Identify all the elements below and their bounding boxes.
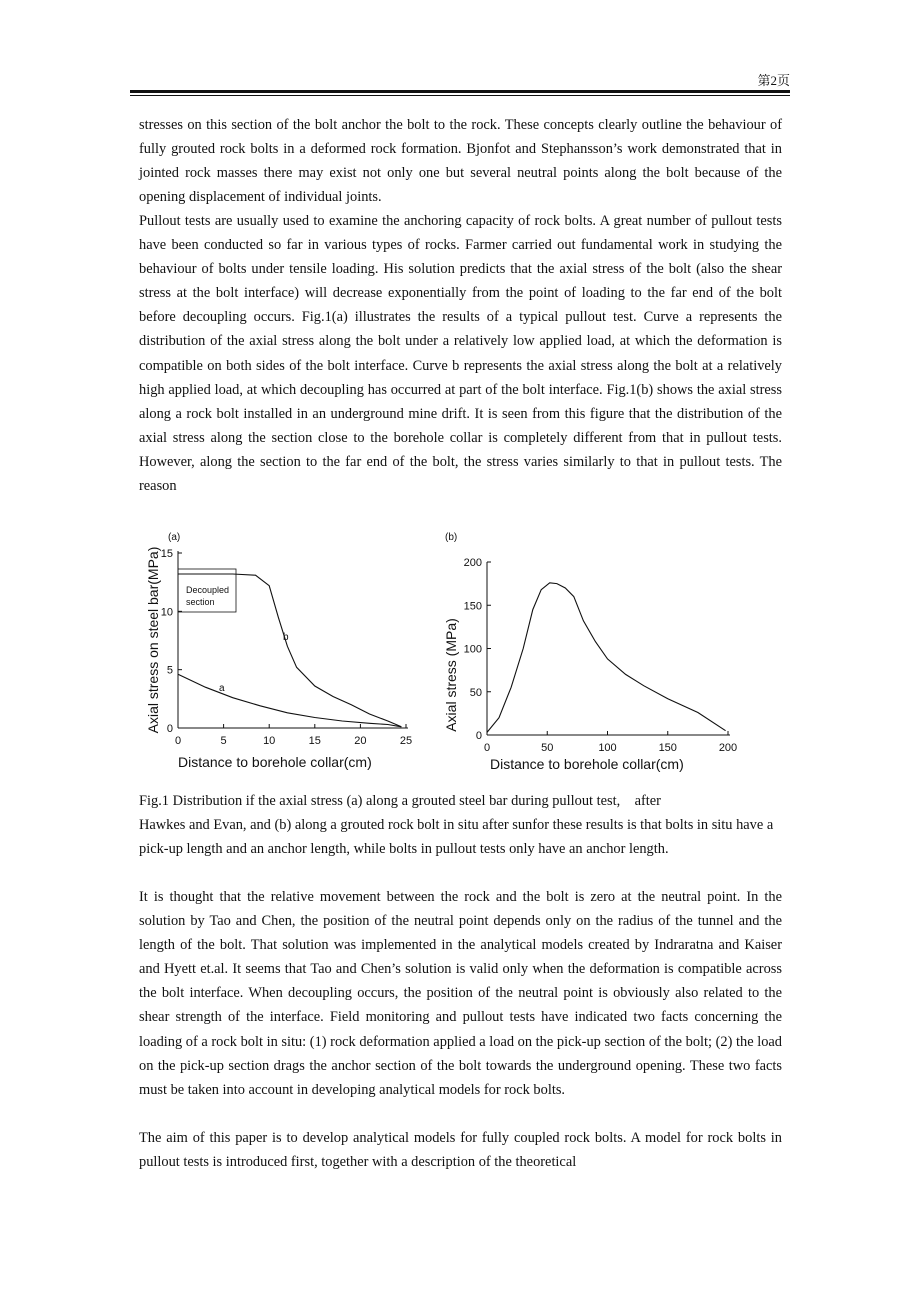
series-line-a xyxy=(178,674,401,727)
y-tick-label: 100 xyxy=(463,643,482,656)
x-tick-label: 25 xyxy=(399,735,413,747)
annotation-section: section xyxy=(186,597,215,607)
y-tick-label: 5 xyxy=(166,664,173,677)
y-axis-label-a: Axial stress on steel bar(MPa) xyxy=(145,546,161,734)
x-tick-label: 50 xyxy=(541,742,554,754)
paragraph-4: The aim of this paper is to develop analytical models for fully coupled rock bolts. A model for rock bolts in pullout tests is introduced first, together with a description of the theoretical xyxy=(139,1130,782,1171)
y-tick-label: 10 xyxy=(160,606,173,619)
x-tick-label: 20 xyxy=(354,735,367,747)
x-axis-label-a: Distance to borehole collar(cm) xyxy=(178,754,372,770)
figure-a xyxy=(138,525,438,780)
y-tick-label: 15 xyxy=(160,548,173,560)
figure-b xyxy=(440,525,750,780)
y-tick-label: 0 xyxy=(475,730,482,742)
paragraph-3: It is thought that the relative movement between the rock and the bolt is zero at the neutral point. In the solution by Tao and Chen, the position of the neutral point depends only on the radius of the tunnel and the length of the bolt. That solution was implemented in the analytical models created by Indraratna and Kaiser and Hyett et.al. It seems that Tao and Chen’s solution is valid only when the deformation is compatible across the bolt interface. When decoupling occurs, the position of the neutral point is obviously also related to the shear strength of the interface. Field monitoring and pullout tests have indicated two facts concerning the loading of a rock bolt in situ: (1) rock deformation applied a load on the pick-up section of the bolt; (2) the load on the pick-up section drags the anchor section of the bolt towards the underground opening. These two facts must be taken into account in developing analytical models for rock bolts. xyxy=(139,889,782,1098)
y-axis-label-b: Axial stress (MPa) xyxy=(443,618,459,732)
x-tick-label: 10 xyxy=(263,735,276,747)
y-tick-label: 150 xyxy=(463,600,482,613)
paragraph-1: stresses on this section of the bolt anchor the bolt to the rock. These concepts clearly outline the behaviour of fully grouted rock bolts in a deformed rock formation. Bjonfot and Stephansson’s work demonstrated that in jointed rock masses there may exist not only one but several neutral points along the bolt because of the opening displacement of individual joints. xyxy=(139,117,782,206)
curve-label-b: b xyxy=(283,632,289,643)
curve-label-a: a xyxy=(219,683,225,694)
panel-label-b: (b) xyxy=(445,532,458,543)
series-line xyxy=(487,583,726,733)
page-number: 第2页 xyxy=(757,73,790,88)
x-tick-label: 200 xyxy=(718,742,738,754)
caption-rest: Hawkes and Evan, and (b) along a grouted rock bolt in situ after sunfor these results is that bolts in situ have a pick-up length and an anchor length, while bolts in pullout tests only have an anchor length. xyxy=(139,817,774,858)
x-tick-label: 0 xyxy=(174,735,182,747)
annotation-decoupled: Decoupled xyxy=(186,585,230,595)
header-rule-thick xyxy=(130,90,790,93)
x-tick-label: 100 xyxy=(598,742,617,754)
x-tick-label: 5 xyxy=(220,735,227,747)
y-tick-label: 0 xyxy=(166,723,173,735)
y-tick-label: 200 xyxy=(463,557,482,569)
header-rule-thin xyxy=(130,95,790,96)
x-tick-label: 150 xyxy=(658,742,677,754)
x-tick-label: 15 xyxy=(308,735,321,747)
x-tick-label: 0 xyxy=(483,742,491,754)
panel-label-a: (a) xyxy=(168,532,181,543)
paragraph-2: Pullout tests are usually used to examine the anchoring capacity of rock bolts. A great number of pullout tests have been conducted so far in various types of rocks. Farmer carried out fundamental work in studying the behaviour of bolts under tensile loading. His solution predicts that the axial stress of the bolt (also the shear stress at the bolt interface) will decrease exponentially from the point of loading to the far end of the bolt before decoupling occurs. Fig.1(a) illustrates the results of a typical pullout test. Curve a represents the distribution of the axial stress along the bolt under a relatively low applied load, at which the deformation is compatible on both sides of the bolt interface. Curve b represents the axial stress along the bolt at a relatively high applied load, at which decoupling has occurred at part of the bolt interface. Fig.1(b) shows the axial stress along a rock bolt installed in an underground mine drift. It is seen from this figure that the distribution of the axial stress along the section close to the borehole collar is completely different from that in pullout tests. However, along the section to the far end of the bolt, the stress varies similarly to that in pullout tests. The reason xyxy=(139,213,782,495)
caption-line-1: Fig.1 Distribution if the axial stress (a) along a grouted steel bar during pullout test, after xyxy=(139,793,661,809)
y-tick-label: 50 xyxy=(469,686,482,699)
figure-caption xyxy=(139,789,782,861)
x-axis-label-b: Distance to borehole collar(cm) xyxy=(490,756,684,772)
